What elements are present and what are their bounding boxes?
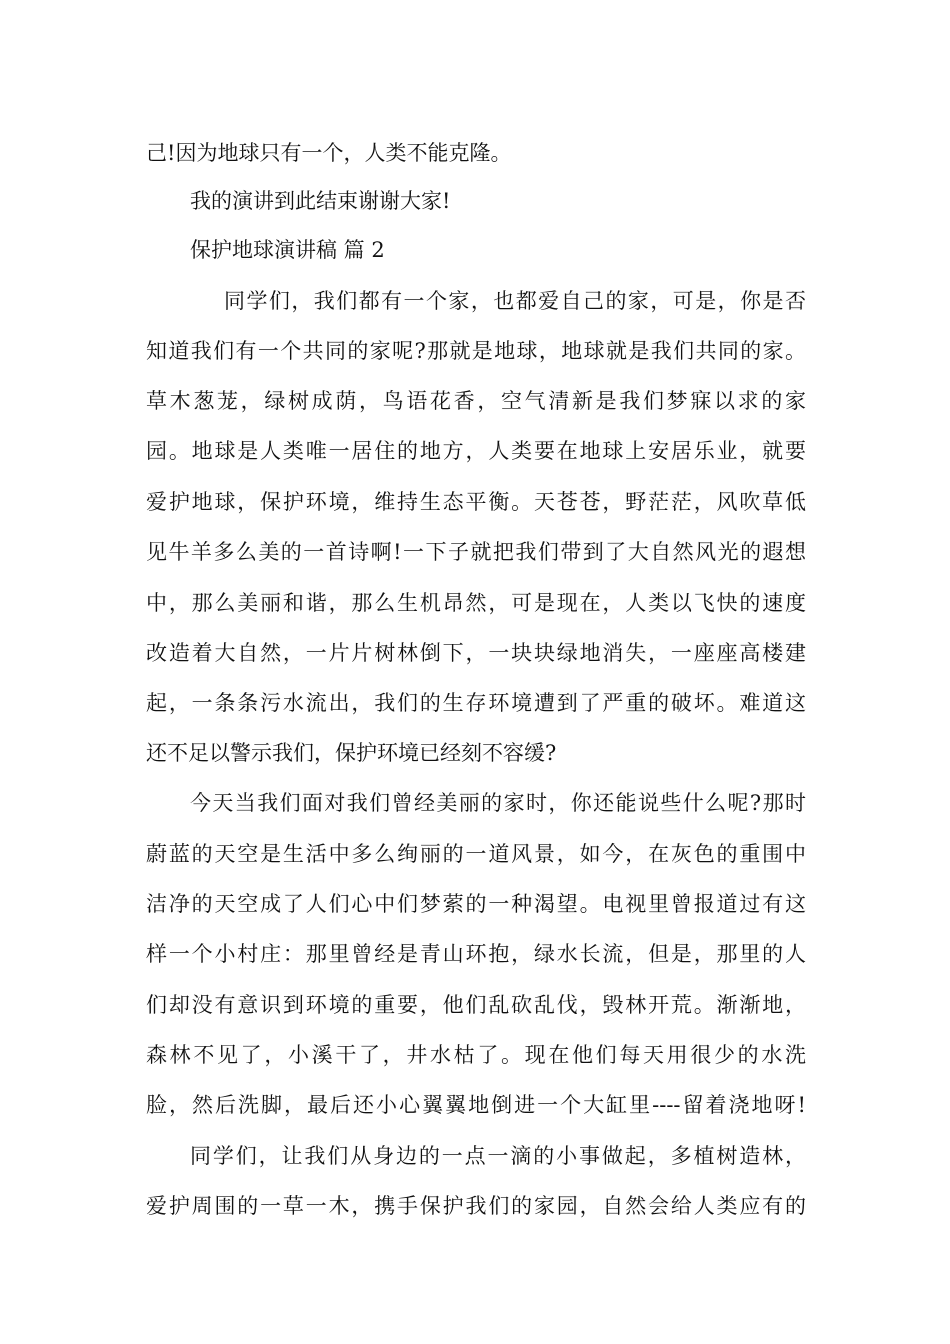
closing-line: 我的演讲到此结束谢谢大家! [190, 189, 451, 213]
paragraph-3-line-1: 同学们，让我们从身边的一点一滴的小事做起，多植树造林， [190, 1144, 806, 1168]
paragraph-1-line-2: 知道我们有一个共同的家呢?那就是地球，地球就是我们共同的家。 [146, 339, 806, 363]
paragraph-1-line-3: 草木葱茏，绿树成荫，鸟语花香，空气清新是我们梦寐以求的家 [146, 389, 806, 413]
paragraph-2-line-7: 脸，然后洗脚，最后还小心翼翼地倒进一个大缸里----留着浇地呀! [146, 1093, 806, 1117]
paragraph-2-line-6: 森林不见了，小溪干了，井水枯了。现在他们每天用很少的水洗 [146, 1043, 806, 1067]
paragraph-1-line-6: 见牛羊多么美的一首诗啊!一下子就把我们带到了大自然风光的遐想 [146, 540, 806, 564]
paragraph-2-line-3: 洁净的天空成了人们心中们梦萦的一种渴望。电视里曾报道过有这 [146, 892, 806, 916]
paragraph-1-line-4: 园。地球是人类唯一居住的地方，人类要在地球上安居乐业，就要 [146, 439, 806, 463]
section-heading: 保护地球演讲稿 篇 2 [190, 238, 385, 262]
paragraph-1-line-10: 还不足以警示我们，保护环境已经刻不容缓? [146, 741, 557, 765]
paragraph-2-line-5: 们却没有意识到环境的重要，他们乱砍乱伐，毁林开荒。渐渐地， [146, 993, 806, 1017]
paragraph-2-line-2: 蔚蓝的天空是生活中多么绚丽的一道风景，如今，在灰色的重围中 [146, 842, 806, 866]
paragraph-1-line-7: 中，那么美丽和谐，那么生机昂然，可是现在，人类以飞快的速度 [146, 591, 806, 615]
paragraph-1-line-9: 起，一条条污水流出，我们的生存环境遭到了严重的破坏。难道这 [146, 691, 806, 715]
text-line-1: 己!因为地球只有一个，人类不能克隆。 [146, 141, 512, 165]
paragraph-1-line-8: 改造着大自然，一片片树林倒下，一块块绿地消失，一座座高楼建 [146, 641, 806, 665]
paragraph-1-line-1: 同学们，我们都有一个家，也都爱自己的家，可是，你是否 [224, 289, 806, 313]
paragraph-3-line-2: 爱护周围的一草一木，携手保护我们的家园，自然会给人类应有的 [146, 1194, 806, 1218]
paragraph-2-line-1: 今天当我们面对我们曾经美丽的家时，你还能说些什么呢?那时 [190, 791, 806, 815]
paragraph-1-line-5: 爱护地球，保护环境，维持生态平衡。天苍苍，野茫茫，风吹草低 [146, 490, 806, 514]
paragraph-2-line-4: 样一个小村庄：那里曾经是青山环抱，绿水长流，但是，那里的人 [146, 942, 806, 966]
